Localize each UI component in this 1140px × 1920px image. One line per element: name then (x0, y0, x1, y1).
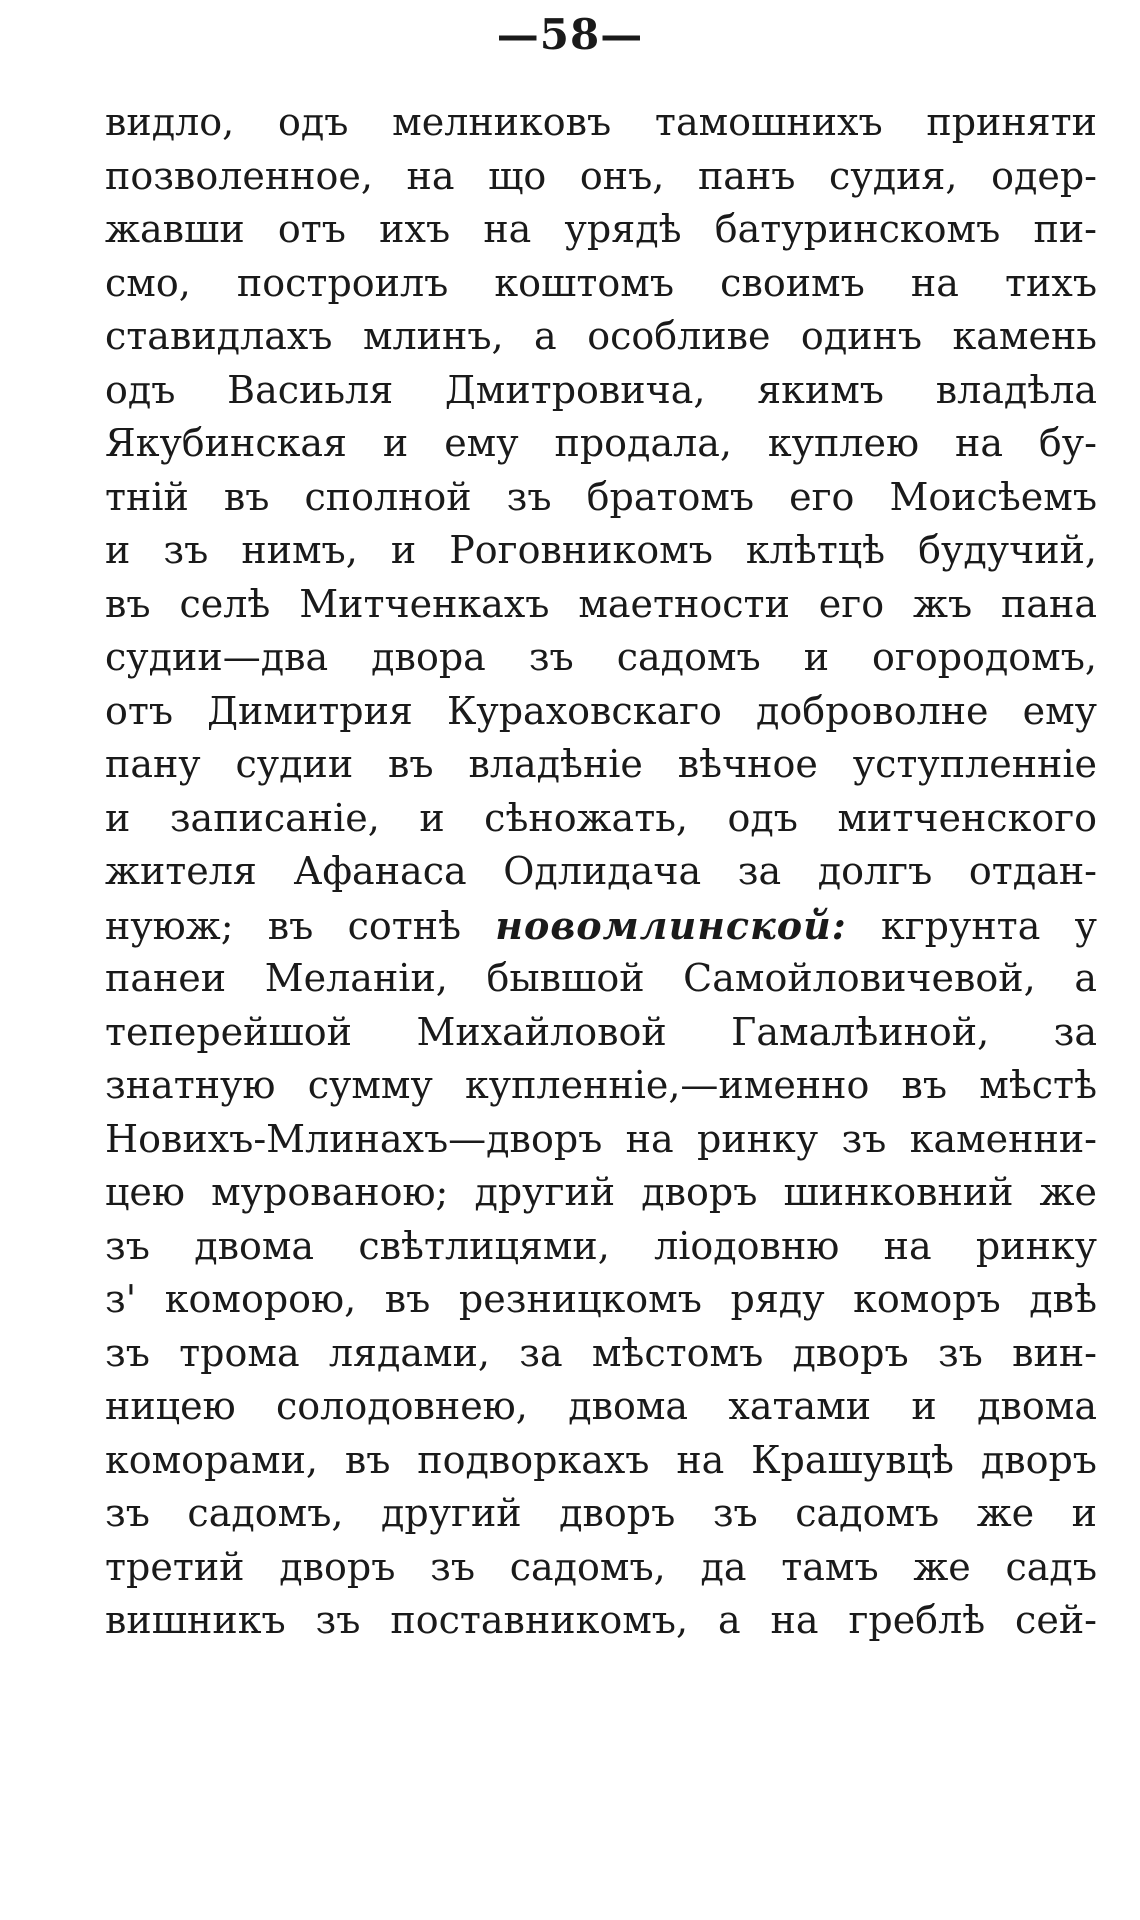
text-line: зъ двома свѣтлицями, лiодовню на ринку (105, 1223, 1097, 1268)
text-line: одъ Васиьля Дмитровича, якимъ владѣла (105, 367, 1097, 412)
text-line: и записаніе, и сѣножать, одъ митченского (105, 795, 1097, 840)
text-line: теперейшой Михайловой Гамалѣиной, за (105, 1009, 1097, 1054)
text-line: видло, одъ мелниковъ тамошнихъ приняти (105, 100, 1097, 144)
text-line: коморами, въ подворкахъ на Крашувцѣ дворъ (105, 1437, 1097, 1482)
text-line: судии—два двора зъ садомъ и огородомъ, (105, 635, 1097, 679)
text-line: смо, построилъ коштомъ своимъ на тихъ (105, 260, 1097, 305)
text-line: жавши отъ ихъ на урядѣ батуринскомъ пи- (105, 207, 1097, 251)
text-line: Якубинская и ему продала, куплею на бу- (105, 421, 1097, 465)
text-segment: кгрунта у (881, 903, 1097, 948)
text-line: зъ садомъ, другий дворъ зъ садомъ же и (105, 1491, 1097, 1535)
emphasis-text: новомлинской: (495, 902, 847, 948)
text-line: зъ трома лядами, за мѣстомъ дворъ зъ вин- (105, 1330, 1097, 1375)
text-line: знатную сумму купленніе,—именно въ мѣстѣ (105, 1063, 1097, 1107)
body-text (105, 96, 1097, 1648)
text-line: цею мурованою; другий дворъ шинковний же (105, 1170, 1097, 1214)
page-number: —58— (496, 10, 644, 59)
text-line: пану судии въ владѣніе вѣчное уступленніе (105, 742, 1097, 786)
text-line: тній въ сполной зъ братомъ его Моисѣемъ (105, 474, 1097, 519)
text-line: позволенное, на що онъ, панъ судия, одер- (105, 153, 1097, 198)
text-line: ставидлахъ млинъ, а особливе одинъ камень (105, 314, 1097, 358)
text-segment: нуюж; въ сотнѣ (105, 903, 462, 948)
text-line: третий дворъ зъ садомъ, да тамъ же садъ (105, 1544, 1097, 1589)
text-line: отъ Димитрия Кураховскаго доброволне ему (105, 688, 1097, 733)
text-line: Новихъ-Млинахъ—дворъ на ринку зъ каменни- (105, 1116, 1097, 1161)
text-line: ницею солодовнею, двома хатами и двома (105, 1384, 1097, 1428)
text-line-with-emphasis (105, 899, 1097, 953)
text-line: вишникъ зъ поставникомъ, а на греблѣ сей- (105, 1598, 1097, 1642)
text-line: въ селѣ Митченкахъ маетности его жъ пана (105, 581, 1097, 626)
text-line: жителя Афанаса Одлидача за долгъ отдан- (105, 849, 1097, 893)
text-line: и зъ нимъ, и Роговникомъ клѣтцѣ будучий, (105, 528, 1097, 572)
text-line: з' коморою, въ резницкомъ ряду коморъ двѣ (105, 1277, 1097, 1321)
text-line: панеи Меланіи, бывшой Самойловичевой, а (105, 956, 1097, 1000)
